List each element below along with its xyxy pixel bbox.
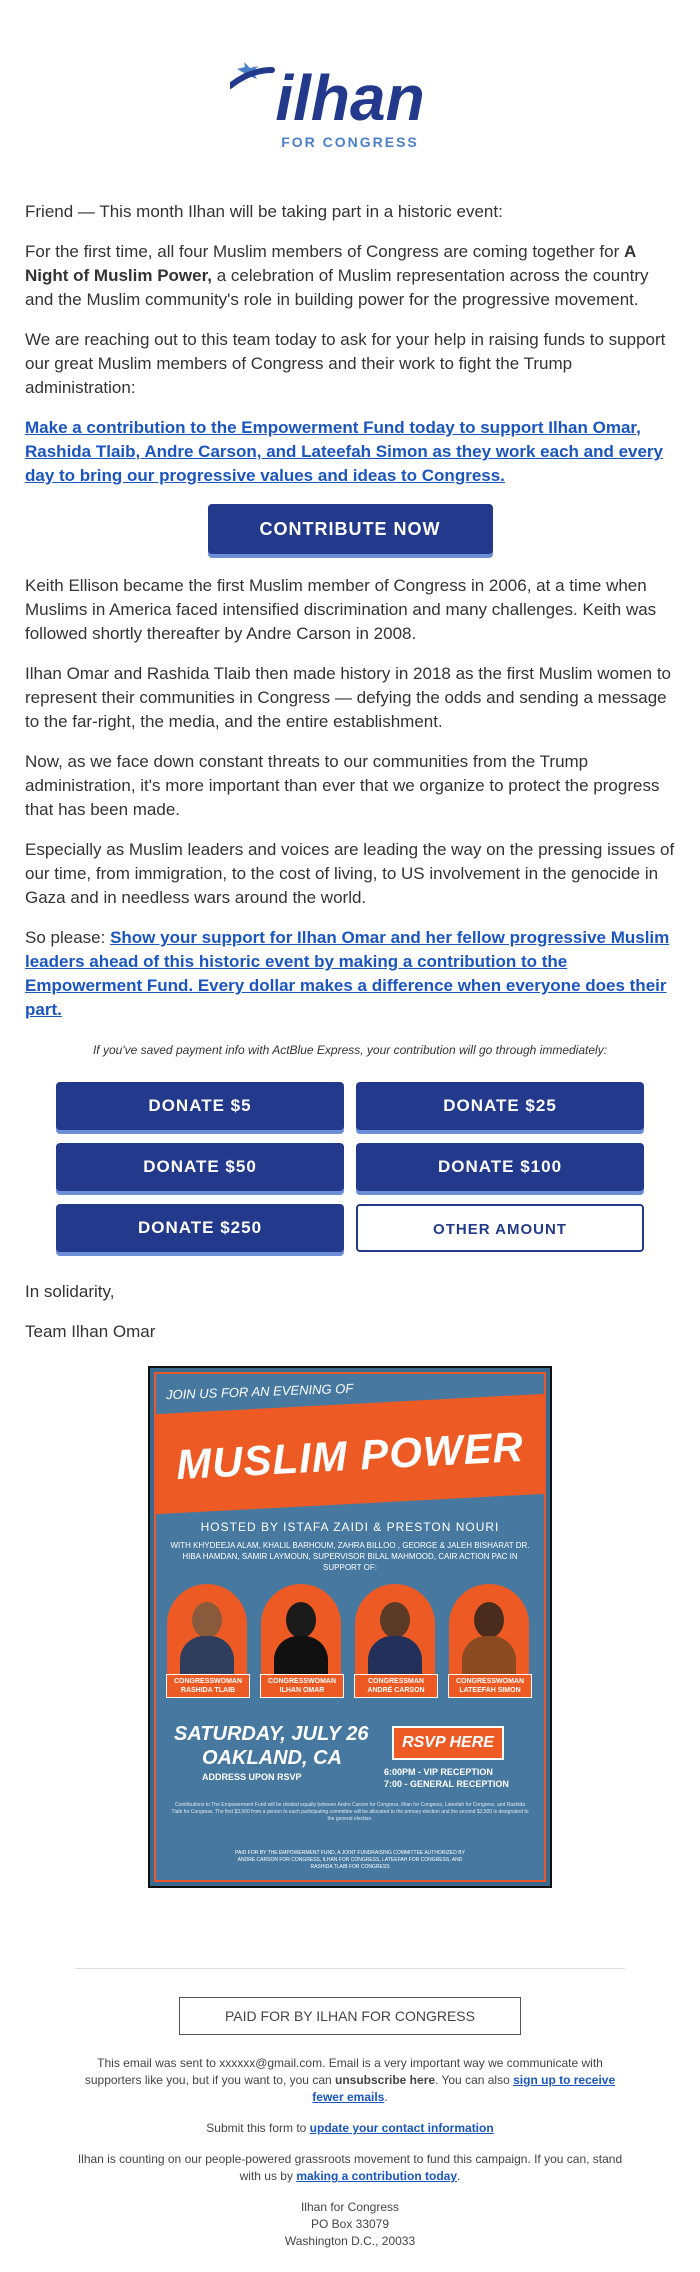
person-simon xyxy=(444,1584,534,1704)
person-tlaib xyxy=(162,1584,252,1704)
swoosh-icon xyxy=(230,70,272,86)
logo xyxy=(0,40,700,150)
actblue-note: If you've saved payment info with ActBlue Express, your contribution will go through immediately: xyxy=(92,1043,608,1057)
contribution-link[interactable]: making a contribution today xyxy=(296,2169,458,2183)
fewer-emails-link[interactable]: sign up to receive fewer emails xyxy=(312,2073,616,2104)
flyer-people xyxy=(162,1584,538,1704)
leaders-paragraph: Especially as Muslim leaders and voices are leading the way on the pressing issues of our time, from immigration, to the cost of living, to US involvement in the genocide in Gaza and in needless wars around the world. xyxy=(25,840,675,907)
email-body xyxy=(25,200,675,1360)
person-tag: CONGRESSWOMAN ILHAN OMAR xyxy=(260,1674,344,1698)
flyer-cohosts: WITH KHYDEEJA ALAM, KHALIL BARHOUM, ZAHRA BILLOO , GEORGE & JALEH BISHARAT DR. HIBA HAMDAN, SAMIR LAYMOUN, SUPERVISOR BILAL MAHMOOD, CAIR ACTION PAC IN SUPPORT OF: xyxy=(170,1541,530,1572)
donate-grid xyxy=(25,1082,675,1252)
flyer-date: SATURDAY, JULY 26 OAKLAND, CA xyxy=(174,1723,369,1769)
donate-50-button[interactable]: DONATE $50 xyxy=(56,1143,344,1191)
flyer-address: ADDRESS UPON RSVP xyxy=(202,1772,302,1782)
flyer-fine-print: Contributions to The Empowerment Fund will be divided equally between Andre Carson for Congress, Ilhan for Congress, Lateefah for Congress, and Rashida Tlaib for Congress. The first $3,500 from a person to each participating committee will be allocated to the primary election and the second $3,500 is designated to the general election. xyxy=(171,1802,529,1822)
donate-25-button[interactable]: DONATE $25 xyxy=(356,1082,644,1130)
other-amount-button[interactable]: OTHER AMOUNT xyxy=(356,1204,644,1252)
flyer-paid-for: PAID FOR BY THE EMPOWERMENT FUND, A JOINT FUNDRAISING COMMITTEE AUTHORIZED BY ANDRE CARSON FOR CONGRESS, ILHAN FOR CONGRESS, LATEEFAH FOR CONGRESS, AND RASHIDA TLAIB FOR CONGRESS xyxy=(235,1850,465,1870)
flyer-frame xyxy=(154,1372,546,1882)
signature: Team Ilhan Omar xyxy=(25,1322,156,1341)
contribute-now-button[interactable]: CONTRIBUTE NOW xyxy=(208,504,493,554)
history-paragraph: Keith Ellison became the first Muslim member of Congress in 2006, at a time when Muslims in America faced intensified discrimination and many challenges. Keith was followed shortly thereafter by Andre Carson in 2008. xyxy=(25,576,657,643)
donate-100-button[interactable]: DONATE $100 xyxy=(356,1143,644,1191)
support-link[interactable]: Show your support for Ilhan Omar and her fellow progressive Muslim leaders ahead of this historic event by making a contribution to the Empowerment Fund. Every dollar makes a difference when everyone does their part. xyxy=(25,928,670,1019)
unsubscribe-text[interactable]: unsubscribe here xyxy=(335,2073,436,2087)
donate-250-button[interactable]: DONATE $250 xyxy=(56,1204,344,1252)
history-paragraph-2: Ilhan Omar and Rashida Tlaib then made history in 2018 as the first Muslim women to represent their communities in Congress — defying the odds and sending a message to the far-right, the media, and the entire establishment. xyxy=(25,664,671,731)
threat-paragraph: Now, as we face down constant threats to our communities from the Trump administration, it's more important than ever that we organize to protect the progress that has been made. xyxy=(25,752,660,819)
logo-wordmark: ilhan xyxy=(275,62,425,134)
event-flyer[interactable] xyxy=(148,1366,552,1888)
signoff: In solidarity, xyxy=(25,1282,115,1301)
portrait-icon xyxy=(192,1602,222,1638)
footer xyxy=(75,1968,625,2264)
contribute-link[interactable]: Make a contribution to the Empowerment Fund today to support Ilhan Omar, Rashida Tlaib, Andre Carson, and Lateefah Simon as they work each and every day to bring our progressive values and ideas to Congress. xyxy=(25,418,664,485)
person-tag: CONGRESSMAN ANDRÉ CARSON xyxy=(354,1674,438,1698)
person-tag: CONGRESSWOMAN LATEEFAH SIMON xyxy=(448,1674,532,1698)
person-carson xyxy=(350,1584,440,1704)
paid-for-box: PAID FOR BY ILHAN FOR CONGRESS xyxy=(179,1997,521,2035)
portrait-icon xyxy=(474,1602,504,1638)
flyer-kicker: JOIN US FOR AN EVENING OF xyxy=(165,1380,354,1403)
person-tag: CONGRESSWOMAN RASHIDA TLAIB xyxy=(166,1674,250,1698)
please-paragraph: So please: Show your support for Ilhan Omar and her fellow progressive Muslim leaders ahead of this historic event by making a contribution to the Empowerment Fund. Every dollar makes a difference when everyone does their part. xyxy=(25,928,670,1019)
flyer-times: 6:00PM - VIP RECEPTION 7:00 - GENERAL RECEPTION xyxy=(384,1767,509,1789)
email-notice: This email was sent to xxxxxx@gmail.com. Email is a very important way we communicate with supporters like you, but if you want to, you can unsubscribe here. You can also sign up to receive fewer emails. xyxy=(84,2056,616,2104)
grassroots-notice: Ilhan is counting on our people-powered grassroots movement to fund this campaign. If you can, stand with us by making a contribution today. xyxy=(77,2152,623,2183)
intro-paragraph: For the first time, all four Muslim members of Congress are coming together for A Night of Muslim Power, a celebration of Muslim representation across the country and the Muslim community's role in building power for the progressive movement. xyxy=(25,242,649,309)
logo-mark xyxy=(230,40,470,150)
update-contact-link[interactable]: update your contact information xyxy=(309,2121,494,2135)
donate-5-button[interactable]: DONATE $5 xyxy=(56,1082,344,1130)
ask-paragraph: We are reaching out to this team today to ask for your help in raising funds to support our great Muslim members of Congress and their work to fight the Trump administration: xyxy=(25,330,666,397)
portrait-icon xyxy=(380,1602,410,1638)
person-omar xyxy=(256,1584,346,1704)
portrait-icon xyxy=(286,1602,316,1638)
logo-tagline: FOR CONGRESS xyxy=(281,134,419,150)
rsvp-button[interactable]: RSVP HERE xyxy=(392,1726,504,1760)
flyer-hosts: HOSTED BY ISTAFA ZAIDI & PRESTON NOURI xyxy=(200,1520,500,1534)
mailing-address: Ilhan for Congress PO Box 33079 Washington D.C., 20033 xyxy=(284,2200,416,2248)
flyer-title: MUSLIM POWER xyxy=(174,1422,525,1489)
event-name: A Night of Muslim Power, xyxy=(25,242,636,285)
contact-form-notice: Submit this form to update your contact information xyxy=(206,2121,494,2135)
greeting: Friend — This month Ilhan will be taking part in a historic event: xyxy=(25,202,503,221)
